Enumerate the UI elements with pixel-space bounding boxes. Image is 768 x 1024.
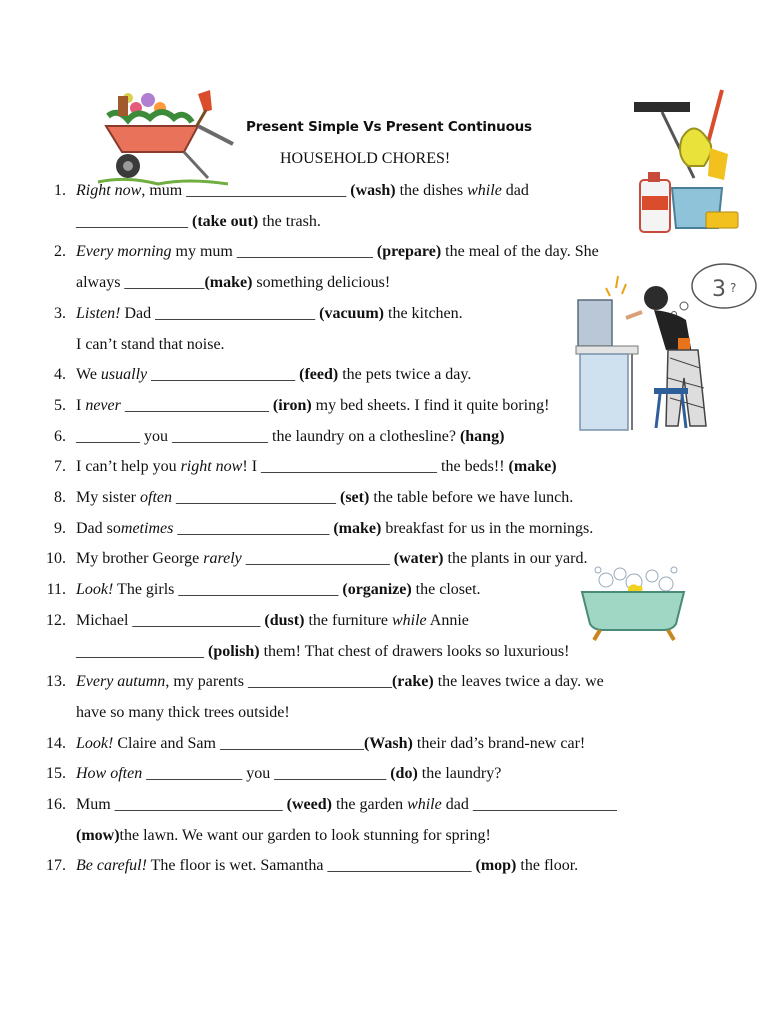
sentence-text: __________________ xyxy=(147,366,300,384)
exercise-line xyxy=(76,518,593,540)
worksheet-title: Present Simple Vs Present Continuous xyxy=(246,119,532,135)
svg-text:?: ? xyxy=(730,281,737,295)
time-expression: right now xyxy=(180,458,243,476)
sentence-text: Annie xyxy=(426,611,469,629)
verb-cue: (set) xyxy=(340,489,370,506)
svg-text:3: 3 xyxy=(712,277,726,302)
sentence-text: dad xyxy=(501,182,529,199)
verb-cue: (dust) xyxy=(264,611,305,629)
exercise-line xyxy=(76,241,599,263)
sentence-text: My brother George xyxy=(76,550,204,568)
time-expression: never xyxy=(85,396,121,414)
verb-cue: (feed) xyxy=(299,366,339,384)
exercise-line xyxy=(76,671,604,693)
exercise-line xyxy=(76,395,549,417)
exercise-number: 12. xyxy=(46,611,66,629)
exercise-line xyxy=(76,702,290,724)
verb-cue: (mow) xyxy=(76,826,120,844)
exercise-line xyxy=(76,610,469,632)
sentence-text: the furniture xyxy=(304,611,392,629)
verb-cue: (weed) xyxy=(286,796,332,813)
sentence-text: them! That chest of drawers looks so luxurious! xyxy=(259,642,570,660)
sentence-text: The girls ____________________ xyxy=(113,581,343,599)
sentence-text: Dad so xyxy=(76,519,121,537)
sentence-text: ______________ xyxy=(76,212,192,230)
sentence-text: breakfast for us in the mornings. xyxy=(381,519,594,537)
exercise-line xyxy=(76,334,225,356)
exercise-line xyxy=(76,303,463,325)
exercise-line xyxy=(76,272,390,294)
time-expression: Look! xyxy=(76,581,114,599)
woman-cleaning-oven-clipart xyxy=(566,258,762,434)
verb-cue: (iron) xyxy=(272,396,312,414)
sentence-text: The floor is wet. Samantha __________________ xyxy=(146,857,476,875)
sentence-text: ________________ xyxy=(76,642,208,660)
sentence-text: the laundry? xyxy=(417,765,502,783)
verb-cue: (wash) xyxy=(350,182,396,199)
sentence-text: ____________________ xyxy=(172,489,340,506)
sentence-text: always __________ xyxy=(76,274,205,292)
time-expression: Listen! xyxy=(76,304,121,322)
sentence-text: __________________ xyxy=(241,550,394,568)
verb-cue: (water) xyxy=(393,550,444,568)
exercise-line xyxy=(76,426,504,448)
sentence-text: the closet. xyxy=(411,581,481,599)
sentence-text: Mum _____________________ xyxy=(76,796,287,813)
exercise-line xyxy=(76,855,578,877)
time-expression: rarely xyxy=(203,550,242,568)
cleaning-supplies-clipart xyxy=(632,88,748,238)
verb-cue: (rake) xyxy=(391,673,434,691)
sentence-text: the leaves twice a day. we xyxy=(433,673,604,691)
sentence-text: the floor. xyxy=(516,857,579,875)
time-expression: metimes xyxy=(120,519,174,537)
exercise-number: 8. xyxy=(54,489,66,506)
exercise-line xyxy=(76,641,569,663)
time-expression: Be careful! xyxy=(76,857,147,875)
verb-cue: (organize) xyxy=(342,581,412,599)
time-expression: while xyxy=(467,182,502,199)
exercise-line xyxy=(76,579,481,601)
sentence-text: We xyxy=(76,366,101,384)
exercise-number: 16. xyxy=(46,796,66,813)
exercise-number: 4. xyxy=(54,366,66,384)
verb-cue: (hang) xyxy=(459,427,505,445)
time-expression: while xyxy=(407,796,442,813)
verb-cue: (vacuum) xyxy=(319,304,384,322)
sentence-text: I xyxy=(76,396,86,414)
exercise-number: 11. xyxy=(46,581,66,599)
sentence-text: the table before we have lunch. xyxy=(369,489,574,506)
sentence-text: the plants in our yard. xyxy=(443,550,588,568)
sentence-text: ___________________ xyxy=(173,519,334,537)
sentence-text: dad __________________ xyxy=(441,796,617,813)
sentence-text: the trash. xyxy=(258,212,321,230)
time-expression: Right now xyxy=(76,182,142,199)
time-expression: Every morning xyxy=(76,243,172,261)
verb-cue: (make) xyxy=(333,519,382,537)
exercise-number: 3. xyxy=(54,304,66,322)
exercise-number: 6. xyxy=(54,427,66,445)
sentence-text: something delicious! xyxy=(252,274,391,292)
sentence-text: My sister xyxy=(76,489,140,506)
exercise-line xyxy=(76,825,491,847)
exercise-number: 7. xyxy=(54,458,66,476)
sentence-text: the meal of the day. She xyxy=(441,243,599,261)
sentence-text: have so many thick trees outside! xyxy=(76,703,290,721)
exercise-line xyxy=(76,548,587,570)
exercise-number: 14. xyxy=(46,734,66,752)
verb-cue: (polish) xyxy=(208,642,260,660)
exercise-number: 13. xyxy=(46,673,66,691)
exercise-line xyxy=(76,364,471,386)
exercise-number: 10. xyxy=(46,550,66,568)
time-expression: often xyxy=(140,489,172,506)
sentence-text: the dishes xyxy=(395,182,468,199)
wheelbarrow-clipart xyxy=(88,86,238,190)
time-expression: Every autumn xyxy=(76,673,166,691)
sentence-text: Claire and Sam __________________ xyxy=(113,734,364,752)
sentence-text: __________________ xyxy=(120,396,273,414)
verb-cue: (prepare) xyxy=(376,243,442,261)
sentence-text: their dad’s brand-new car! xyxy=(412,734,586,752)
exercise-line xyxy=(76,763,501,785)
exercise-number: 17. xyxy=(46,857,66,875)
exercise-line xyxy=(76,794,617,816)
verb-cue: (make) xyxy=(508,458,557,476)
sentence-text: I can’t help you xyxy=(76,458,181,476)
sentence-text: the garden xyxy=(331,796,408,813)
sentence-text: I can’t stand that noise. xyxy=(76,335,225,353)
sentence-text: the kitchen. xyxy=(384,304,463,322)
sentence-text: my bed sheets. I find it quite boring! xyxy=(311,396,550,414)
verb-cue: (take out) xyxy=(192,212,259,230)
sentence-text: ! I ______________________ the beds!! xyxy=(242,458,509,476)
sentence-text: ________ you ____________ the laundry on a clothesline? xyxy=(76,427,460,445)
exercise-number: 1. xyxy=(54,182,66,199)
exercise-number: 9. xyxy=(54,519,66,537)
sentence-text: , mum ____________________ xyxy=(141,182,351,199)
exercise-line xyxy=(76,456,557,478)
bathtub-clipart xyxy=(578,564,688,644)
sentence-text: Michael ________________ xyxy=(76,611,265,629)
exercise-line xyxy=(76,180,529,202)
time-expression: How often xyxy=(76,765,143,783)
verb-cue: (Wash) xyxy=(363,734,413,752)
exercise-number: 15. xyxy=(46,765,66,783)
exercise-line xyxy=(76,211,321,233)
exercise-line xyxy=(76,733,585,755)
exercise-number: 5. xyxy=(54,396,66,414)
verb-cue: (do) xyxy=(390,765,418,783)
exercise-line xyxy=(76,487,573,509)
sentence-text: the lawn. We want our garden to look stunning for spring! xyxy=(119,826,491,844)
sentence-text: ____________ you ______________ xyxy=(142,765,391,783)
sentence-text: Dad ____________________ xyxy=(120,304,320,322)
verb-cue: (mop) xyxy=(475,857,517,875)
sentence-text: my mum _________________ xyxy=(171,243,377,261)
time-expression: usually xyxy=(100,366,148,384)
time-expression: while xyxy=(391,611,427,629)
verb-cue: (make) xyxy=(204,274,253,292)
worksheet-subtitle: HOUSEHOLD CHORES! xyxy=(280,150,451,167)
sentence-text: the pets twice a day. xyxy=(338,366,472,384)
time-expression: Look! xyxy=(76,734,114,752)
sentence-text: , my parents __________________ xyxy=(165,673,392,691)
exercise-number: 2. xyxy=(54,243,66,261)
